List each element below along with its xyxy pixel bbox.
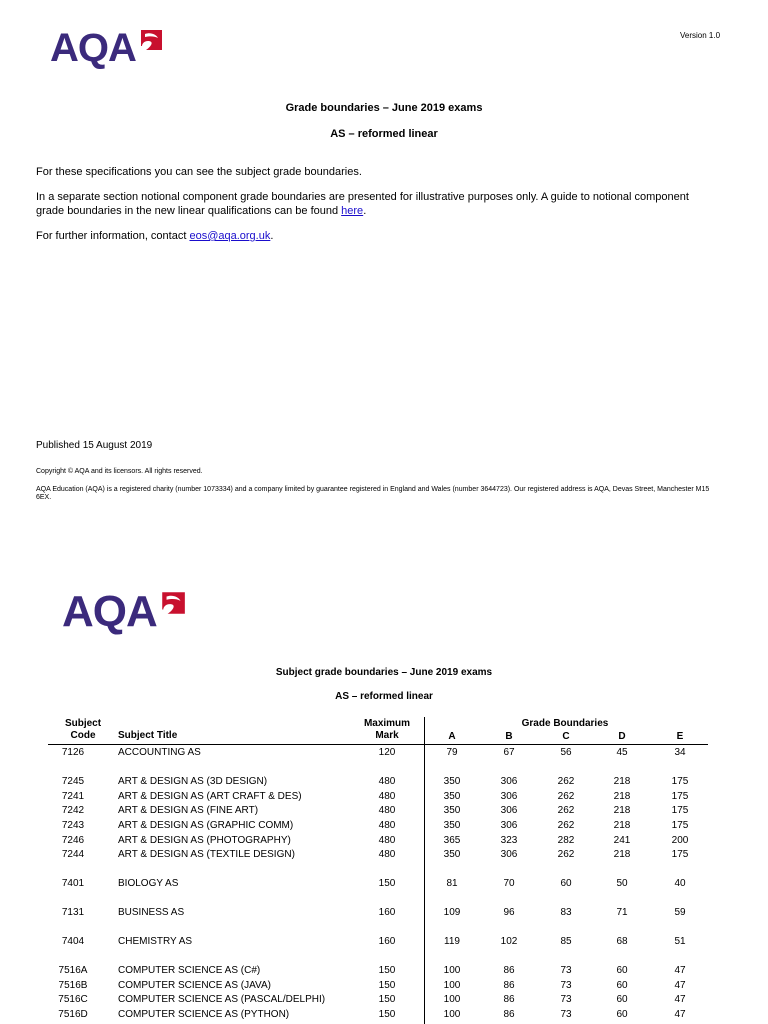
cell-grade-e: 175 — [671, 849, 689, 860]
cell-max-mark: 480 — [378, 805, 396, 816]
table-row — [0, 790, 768, 804]
cell-grade-a: 79 — [446, 747, 458, 758]
cell-title: COMPUTER SCIENCE AS (C#) — [118, 965, 261, 976]
cell-grade-d: 218 — [613, 791, 631, 802]
contact-end: . — [270, 230, 274, 242]
header-subject-title: Subject Title — [118, 730, 178, 741]
cell-grade-c: 56 — [560, 747, 572, 758]
cell-grade-c: 73 — [560, 980, 572, 991]
cell-grade-c: 262 — [557, 820, 575, 831]
header-grade-a: A — [448, 731, 456, 742]
cell-grade-b: 306 — [500, 805, 518, 816]
cell-max-mark: 150 — [378, 980, 396, 991]
cell-grade-d: 71 — [616, 907, 628, 918]
cell-grade-e: 47 — [674, 1009, 686, 1020]
table-row — [0, 819, 768, 833]
table-row — [0, 746, 768, 760]
cell-grade-d: 218 — [613, 820, 631, 831]
table-subtitle: AS – reformed linear — [335, 691, 433, 702]
cell-grade-e: 175 — [671, 820, 689, 831]
cell-grade-c: 262 — [557, 776, 575, 787]
cell-code: 7244 — [61, 849, 85, 860]
cell-grade-c: 262 — [557, 849, 575, 860]
aqa-logo-page2 — [62, 587, 187, 636]
aqa-flag-icon — [159, 590, 187, 616]
cell-grade-b: 86 — [503, 994, 515, 1005]
table-row — [0, 877, 768, 891]
cell-max-mark: 480 — [378, 835, 396, 846]
cell-grade-b: 86 — [503, 980, 515, 991]
cell-title: ART & DESIGN AS (PHOTOGRAPHY) — [118, 835, 291, 846]
header-max-line2: Mark — [375, 730, 399, 741]
header-grade-boundaries: Grade Boundaries — [521, 718, 609, 729]
cell-grade-c: 262 — [557, 791, 575, 802]
cell-grade-b: 306 — [500, 791, 518, 802]
cell-grade-b: 70 — [503, 878, 515, 889]
header-grade-b: B — [505, 731, 513, 742]
cell-max-mark: 480 — [378, 820, 396, 831]
cell-code: 7516B — [58, 980, 88, 991]
cell-max-mark: 150 — [378, 994, 396, 1005]
cell-grade-c: 282 — [557, 835, 575, 846]
cell-grade-a: 350 — [443, 849, 461, 860]
cell-grade-e: 51 — [674, 936, 686, 947]
cell-grade-b: 96 — [503, 907, 515, 918]
cell-grade-a: 350 — [443, 805, 461, 816]
cell-grade-c: 73 — [560, 994, 572, 1005]
contact-paragraph — [36, 229, 716, 243]
cell-grade-a: 81 — [446, 878, 458, 889]
cell-max-mark: 480 — [378, 776, 396, 787]
cell-code: 7243 — [61, 820, 85, 831]
page-subtitle: AS – reformed linear — [330, 128, 438, 140]
cell-grade-b: 306 — [500, 776, 518, 787]
cell-grade-d: 218 — [613, 776, 631, 787]
guide-end: . — [363, 205, 367, 217]
cell-code: 7246 — [61, 835, 85, 846]
cell-grade-a: 119 — [444, 936, 460, 947]
table-row — [0, 906, 768, 920]
cell-title: BIOLOGY AS — [118, 878, 179, 889]
cell-title: COMPUTER SCIENCE AS (JAVA) — [118, 980, 271, 991]
cell-max-mark: 480 — [378, 849, 396, 860]
cell-title: COMPUTER SCIENCE AS (PASCAL/DELPHI) — [118, 994, 326, 1005]
cell-grade-c: 60 — [560, 878, 572, 889]
cell-grade-b: 86 — [503, 1009, 515, 1020]
guide-text: In a separate section notional component grade boundaries are presented for illustrative purposes only. A guide to notional component grade boundaries in the new linear qualifications can be found — [36, 191, 689, 217]
cell-title: CHEMISTRY AS — [118, 936, 193, 947]
published-date: Published 15 August 2019 — [36, 440, 153, 451]
cell-grade-e: 47 — [674, 994, 686, 1005]
cell-grade-a: 350 — [443, 791, 461, 802]
version-label: Version 1.0 — [680, 31, 721, 40]
cell-grade-a: 100 — [443, 1009, 461, 1020]
contact-email-link[interactable]: eos@aqa.org.uk — [189, 230, 271, 242]
cell-grade-e: 175 — [671, 805, 689, 816]
guide-paragraph — [36, 190, 716, 218]
logo-text: AQA — [50, 26, 136, 70]
cell-max-mark: 120 — [378, 747, 396, 758]
cell-grade-d: 60 — [616, 980, 628, 991]
cell-code: 7131 — [61, 907, 85, 918]
cell-grade-b: 306 — [500, 849, 518, 860]
table-title: Subject grade boundaries – June 2019 exams — [275, 667, 493, 678]
table-row — [0, 964, 768, 978]
cell-max-mark: 150 — [378, 1009, 396, 1020]
aqa-flag-icon — [138, 28, 164, 52]
table-row — [0, 935, 768, 949]
cell-grade-c: 83 — [560, 907, 572, 918]
cell-grade-d: 50 — [616, 878, 628, 889]
cell-title: ART & DESIGN AS (FINE ART) — [118, 805, 259, 816]
cell-grade-a: 350 — [443, 776, 461, 787]
cell-grade-d: 60 — [616, 994, 628, 1005]
cell-grade-c: 262 — [557, 805, 575, 816]
table-row — [0, 979, 768, 993]
cell-code: 7516C — [58, 994, 88, 1005]
header-code-line2: Code — [70, 730, 96, 741]
cell-grade-a: 100 — [443, 994, 461, 1005]
header-subject-code — [48, 718, 118, 742]
cell-grade-c: 73 — [560, 1009, 572, 1020]
cell-max-mark: 480 — [378, 791, 396, 802]
cell-grade-a: 100 — [443, 965, 461, 976]
cell-grade-d: 68 — [616, 936, 628, 947]
cell-code: 7245 — [61, 776, 85, 787]
cell-max-mark: 160 — [378, 907, 396, 918]
table-row — [0, 775, 768, 789]
cell-grade-e: 200 — [671, 835, 689, 846]
cell-code: 7516D — [58, 1009, 88, 1020]
logo-text-page2: AQA — [62, 587, 157, 636]
copyright-notice: Copyright © AQA and its licensors. All rights reserved. — [36, 468, 203, 475]
cell-grade-d: 45 — [616, 747, 628, 758]
cell-grade-e: 175 — [671, 776, 689, 787]
cell-grade-e: 47 — [674, 965, 686, 976]
cell-code: 7401 — [61, 878, 85, 889]
header-max-mark — [352, 718, 422, 742]
intro-paragraph: For these specifications you can see the subject grade boundaries. — [36, 166, 362, 178]
cell-grade-a: 365 — [443, 835, 461, 846]
cell-title: ART & DESIGN AS (3D DESIGN) — [118, 776, 268, 787]
table-row — [0, 848, 768, 862]
page-title: Grade boundaries – June 2019 exams — [285, 102, 483, 114]
cell-grade-e: 175 — [671, 791, 689, 802]
cell-grade-b: 323 — [500, 835, 518, 846]
cell-code: 7241 — [61, 791, 85, 802]
cell-code: 7242 — [61, 805, 85, 816]
table-row — [0, 834, 768, 848]
cell-grade-d: 218 — [613, 805, 631, 816]
cell-grade-d: 60 — [616, 965, 628, 976]
cell-grade-a: 350 — [443, 820, 461, 831]
cell-code: 7516A — [58, 965, 88, 976]
cell-grade-d: 241 — [613, 835, 631, 846]
cell-grade-a: 100 — [443, 980, 461, 991]
cell-grade-b: 86 — [503, 965, 515, 976]
table-row — [0, 1008, 768, 1022]
cell-code: 7126 — [61, 747, 85, 758]
header-divider — [48, 744, 708, 745]
cell-title: BUSINESS AS — [118, 907, 185, 918]
cell-code: 7404 — [61, 936, 85, 947]
cell-grade-e: 47 — [674, 980, 686, 991]
cell-grade-a: 109 — [443, 907, 461, 918]
table-row — [0, 804, 768, 818]
contact-text: For further information, contact — [36, 230, 190, 242]
legal-notice: AQA Education (AQA) is a registered charity (number 1073334) and a company limited by guarantee registered in England and Wales (number 3644723). Our registered address is AQA, Devas Street, Manchester M15 6EX. — [36, 486, 710, 501]
header-max-line1: Maximum — [363, 718, 411, 729]
guide-link[interactable]: here — [341, 205, 364, 217]
cell-grade-e: 59 — [674, 907, 686, 918]
header-grade-e: E — [676, 731, 684, 742]
cell-max-mark: 160 — [378, 936, 396, 947]
cell-title: ART & DESIGN AS (GRAPHIC COMM) — [118, 820, 294, 831]
cell-title: ART & DESIGN AS (ART CRAFT & DES) — [118, 791, 302, 802]
header-grade-d: D — [618, 731, 626, 742]
cell-grade-b: 306 — [500, 820, 518, 831]
header-code-line1: Subject — [64, 718, 102, 729]
cell-grade-d: 60 — [616, 1009, 628, 1020]
cell-grade-c: 85 — [560, 936, 572, 947]
cell-grade-e: 34 — [674, 747, 686, 758]
cell-grade-c: 73 — [560, 965, 572, 976]
cell-title: ACCOUNTING AS — [118, 747, 201, 758]
cell-max-mark: 150 — [378, 965, 396, 976]
cell-grade-b: 102 — [500, 936, 518, 947]
table-row — [0, 993, 768, 1007]
cell-max-mark: 150 — [378, 878, 396, 889]
cell-grade-d: 218 — [613, 849, 631, 860]
cell-grade-e: 40 — [674, 878, 686, 889]
cell-grade-b: 67 — [503, 747, 515, 758]
aqa-logo — [50, 28, 164, 68]
header-grade-c: C — [562, 731, 570, 742]
cell-title: ART & DESIGN AS (TEXTILE DESIGN) — [118, 849, 295, 860]
cell-title: COMPUTER SCIENCE AS (PYTHON) — [118, 1009, 290, 1020]
